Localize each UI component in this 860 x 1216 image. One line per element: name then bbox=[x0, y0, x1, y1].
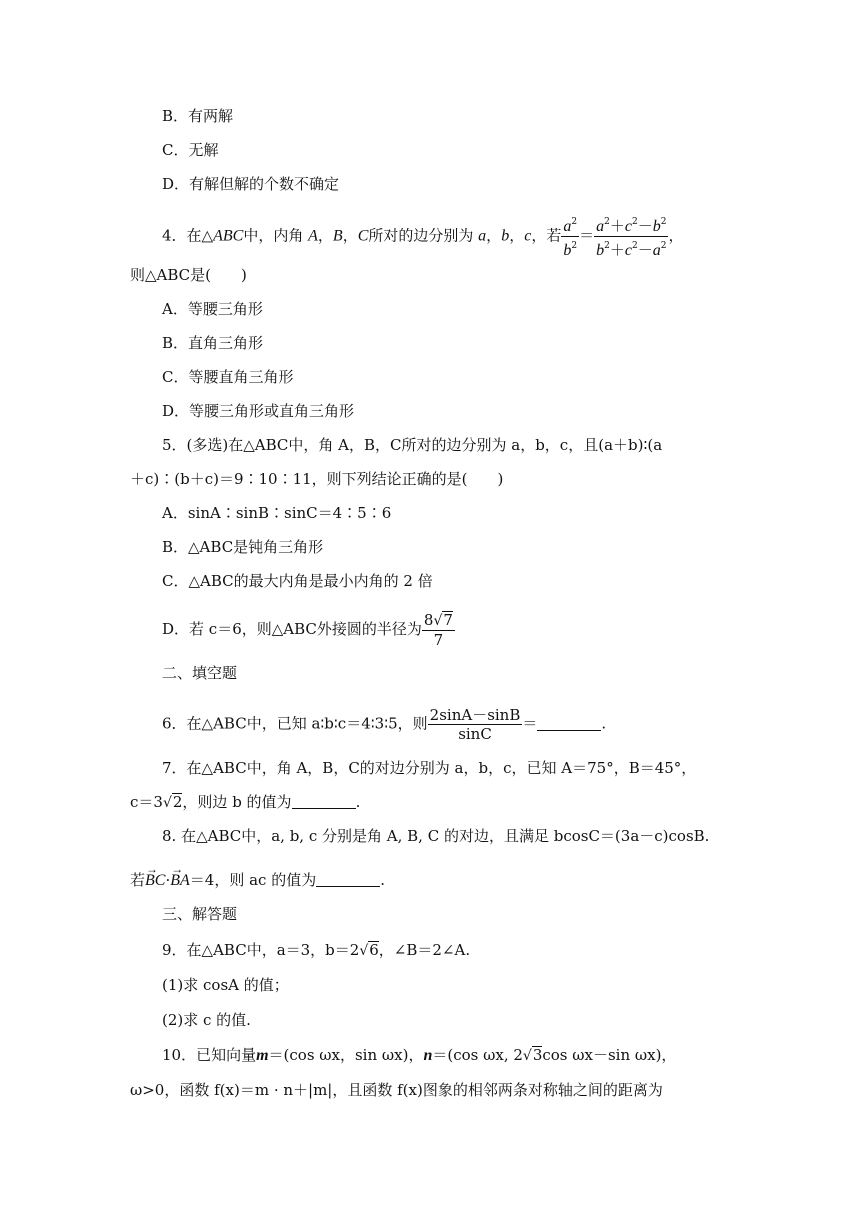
vector-ba: → BA bbox=[170, 871, 190, 891]
q5-option-a: A．sinA∶sinB∶sinC＝4∶5∶6 bbox=[162, 504, 392, 522]
q10-line2: ω>0，函数 f(x)＝m · n＋|m|，且函数 f(x)图象的相邻两条对称轴之间的距离为 bbox=[130, 1081, 663, 1099]
q8-line1: 8. 在△ABC中，a, b, c 分别是角 A, B, C 的对边，且满足 bcosC＝(3a－c)cosB. bbox=[162, 827, 710, 845]
q4-option-a: A．等腰三角形 bbox=[162, 300, 263, 318]
q9-stem: 9．在△ABC中，a＝3，b＝2√6，∠B＝2∠A. bbox=[162, 941, 471, 959]
q4-left-fraction: $\frac{a^2}{b^2}$ bbox=[561, 213, 579, 260]
section-fill-in: 二、填空题 bbox=[162, 664, 238, 682]
q5-line2: ＋c)∶(b＋c)＝9∶10∶11，则下列结论正确的是( ) bbox=[130, 470, 504, 488]
q5-option-b: B．△ABC是钝角三角形 bbox=[162, 538, 324, 556]
q3-option-d: D．有解但解的个数不确定 bbox=[162, 175, 340, 193]
q6-fraction: $\frac{2\sin A-\sin B}{\sin C}$ bbox=[429, 706, 521, 743]
q4-option-d: D．等腰三角形或直角三角形 bbox=[162, 402, 355, 420]
q4-tail: 则△ABC是( ) bbox=[130, 266, 247, 284]
q5-radius-fraction: $\frac{8√7}{7}$ bbox=[423, 611, 453, 649]
q8-answer-blank bbox=[316, 872, 380, 887]
q9-sub2: (2)求 c 的值. bbox=[162, 1011, 251, 1029]
q4-stem: 4．在△ABC中，内角 A，B，C所对的边分别为 a，b，c，若 $\frac{a^2}{b^2}$ ＝ $\frac{a^2+c^2-b^2}{b^2+c^2-a^2}$ ， bbox=[162, 213, 683, 260]
q7-line1: 7．在△ABC中，角 A，B，C的对边分别为 a，b，c，已知 A＝75°，B＝45°， bbox=[162, 759, 697, 777]
q6: 6．在△ABC中，已知 a∶b∶c＝4∶3∶5，则 $\frac{2\sin A-\sin B}{\sin C}$ ＝ . bbox=[162, 706, 607, 743]
q3-option-b: B．有两解 bbox=[162, 107, 234, 125]
q10-line1: 10．已知向量m＝(cos ωx，sin ωx)，n＝(cos ωx, 2√3cos ωx－sin ωx)， bbox=[162, 1046, 677, 1064]
vector-bc: → BC bbox=[145, 871, 165, 891]
q4-right-fraction: $\frac{a^2+c^2-b^2}{b^2+c^2-a^2}$ bbox=[594, 213, 668, 260]
q5-option-d: D．若 c＝6，则△ABC外接圆的半径为 $\frac{8√7}{7}$ bbox=[162, 611, 453, 649]
q5-option-c: C．△ABC的最大内角是最小内角的 2 倍 bbox=[162, 572, 433, 590]
q4-option-c: C．等腰直角三角形 bbox=[162, 368, 294, 386]
section-solve: 三、解答题 bbox=[162, 905, 238, 923]
q5-line1: 5．(多选)在△ABC中，角 A，B，C所对的边分别为 a，b，c，且(a＋b)∶(a bbox=[162, 436, 663, 454]
q7-line2: c＝3√2，则边 b 的值为 . bbox=[130, 793, 361, 811]
q9-sub1: (1)求 cosA 的值； bbox=[162, 976, 289, 994]
q6-answer-blank bbox=[537, 716, 601, 731]
q3-option-c: C．无解 bbox=[162, 141, 219, 159]
q8-line2: 若→ BC·→ BA＝4，则 ac 的值为 . bbox=[130, 870, 385, 891]
q4-option-b: B．直角三角形 bbox=[162, 334, 264, 352]
q7-answer-blank bbox=[292, 794, 356, 809]
